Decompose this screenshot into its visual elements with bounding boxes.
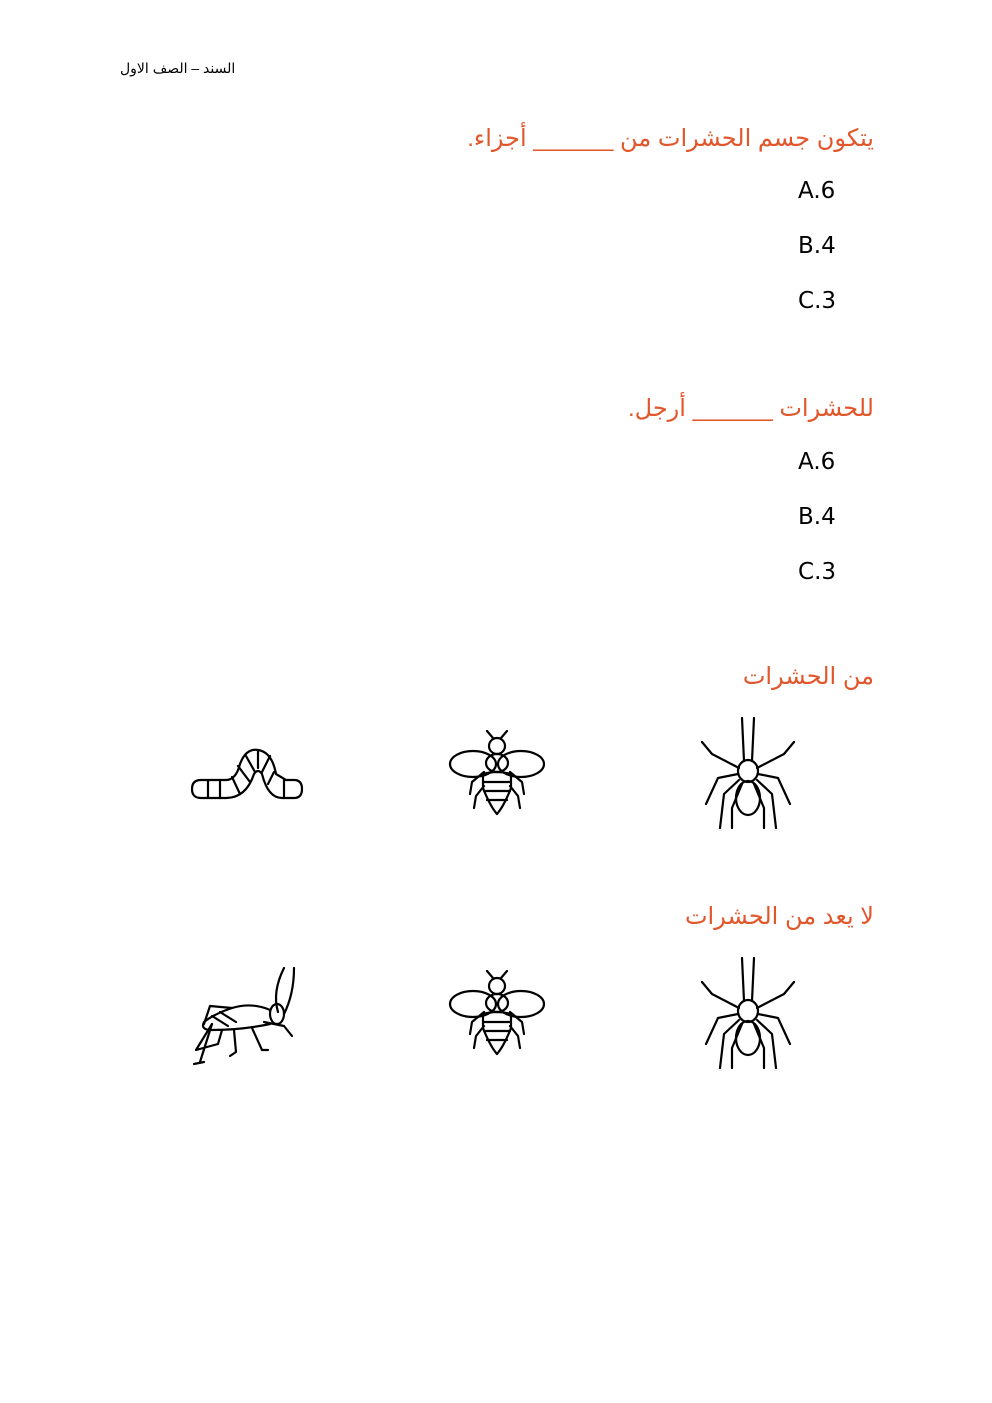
question-1-option-c[interactable]: C.3 <box>798 288 837 314</box>
question-1-option-a[interactable]: A.6 <box>798 178 836 204</box>
question-1-text: يتكون جسم الحشرات من ______ أجزاء. <box>467 125 874 152</box>
question-2-option-a[interactable]: A.6 <box>798 449 836 475</box>
spider-icon[interactable] <box>698 716 798 830</box>
question-2-option-b[interactable]: B.4 <box>798 504 836 530</box>
bee-icon[interactable] <box>446 970 548 1058</box>
question-4-text: لا يعد من الحشرات <box>684 903 874 930</box>
worm-icon[interactable] <box>188 744 308 804</box>
question-2-text: للحشرات ______ أرجل. <box>627 395 874 422</box>
grasshopper-icon[interactable] <box>192 964 304 1068</box>
question-3-text: من الحشرات <box>742 663 874 690</box>
header-text: السند – الصف الاول <box>120 60 236 76</box>
bee-icon[interactable] <box>446 730 548 818</box>
question-2-option-c[interactable]: C.3 <box>798 559 837 585</box>
question-1-option-b[interactable]: B.4 <box>798 233 836 259</box>
spider-icon[interactable] <box>698 956 798 1070</box>
